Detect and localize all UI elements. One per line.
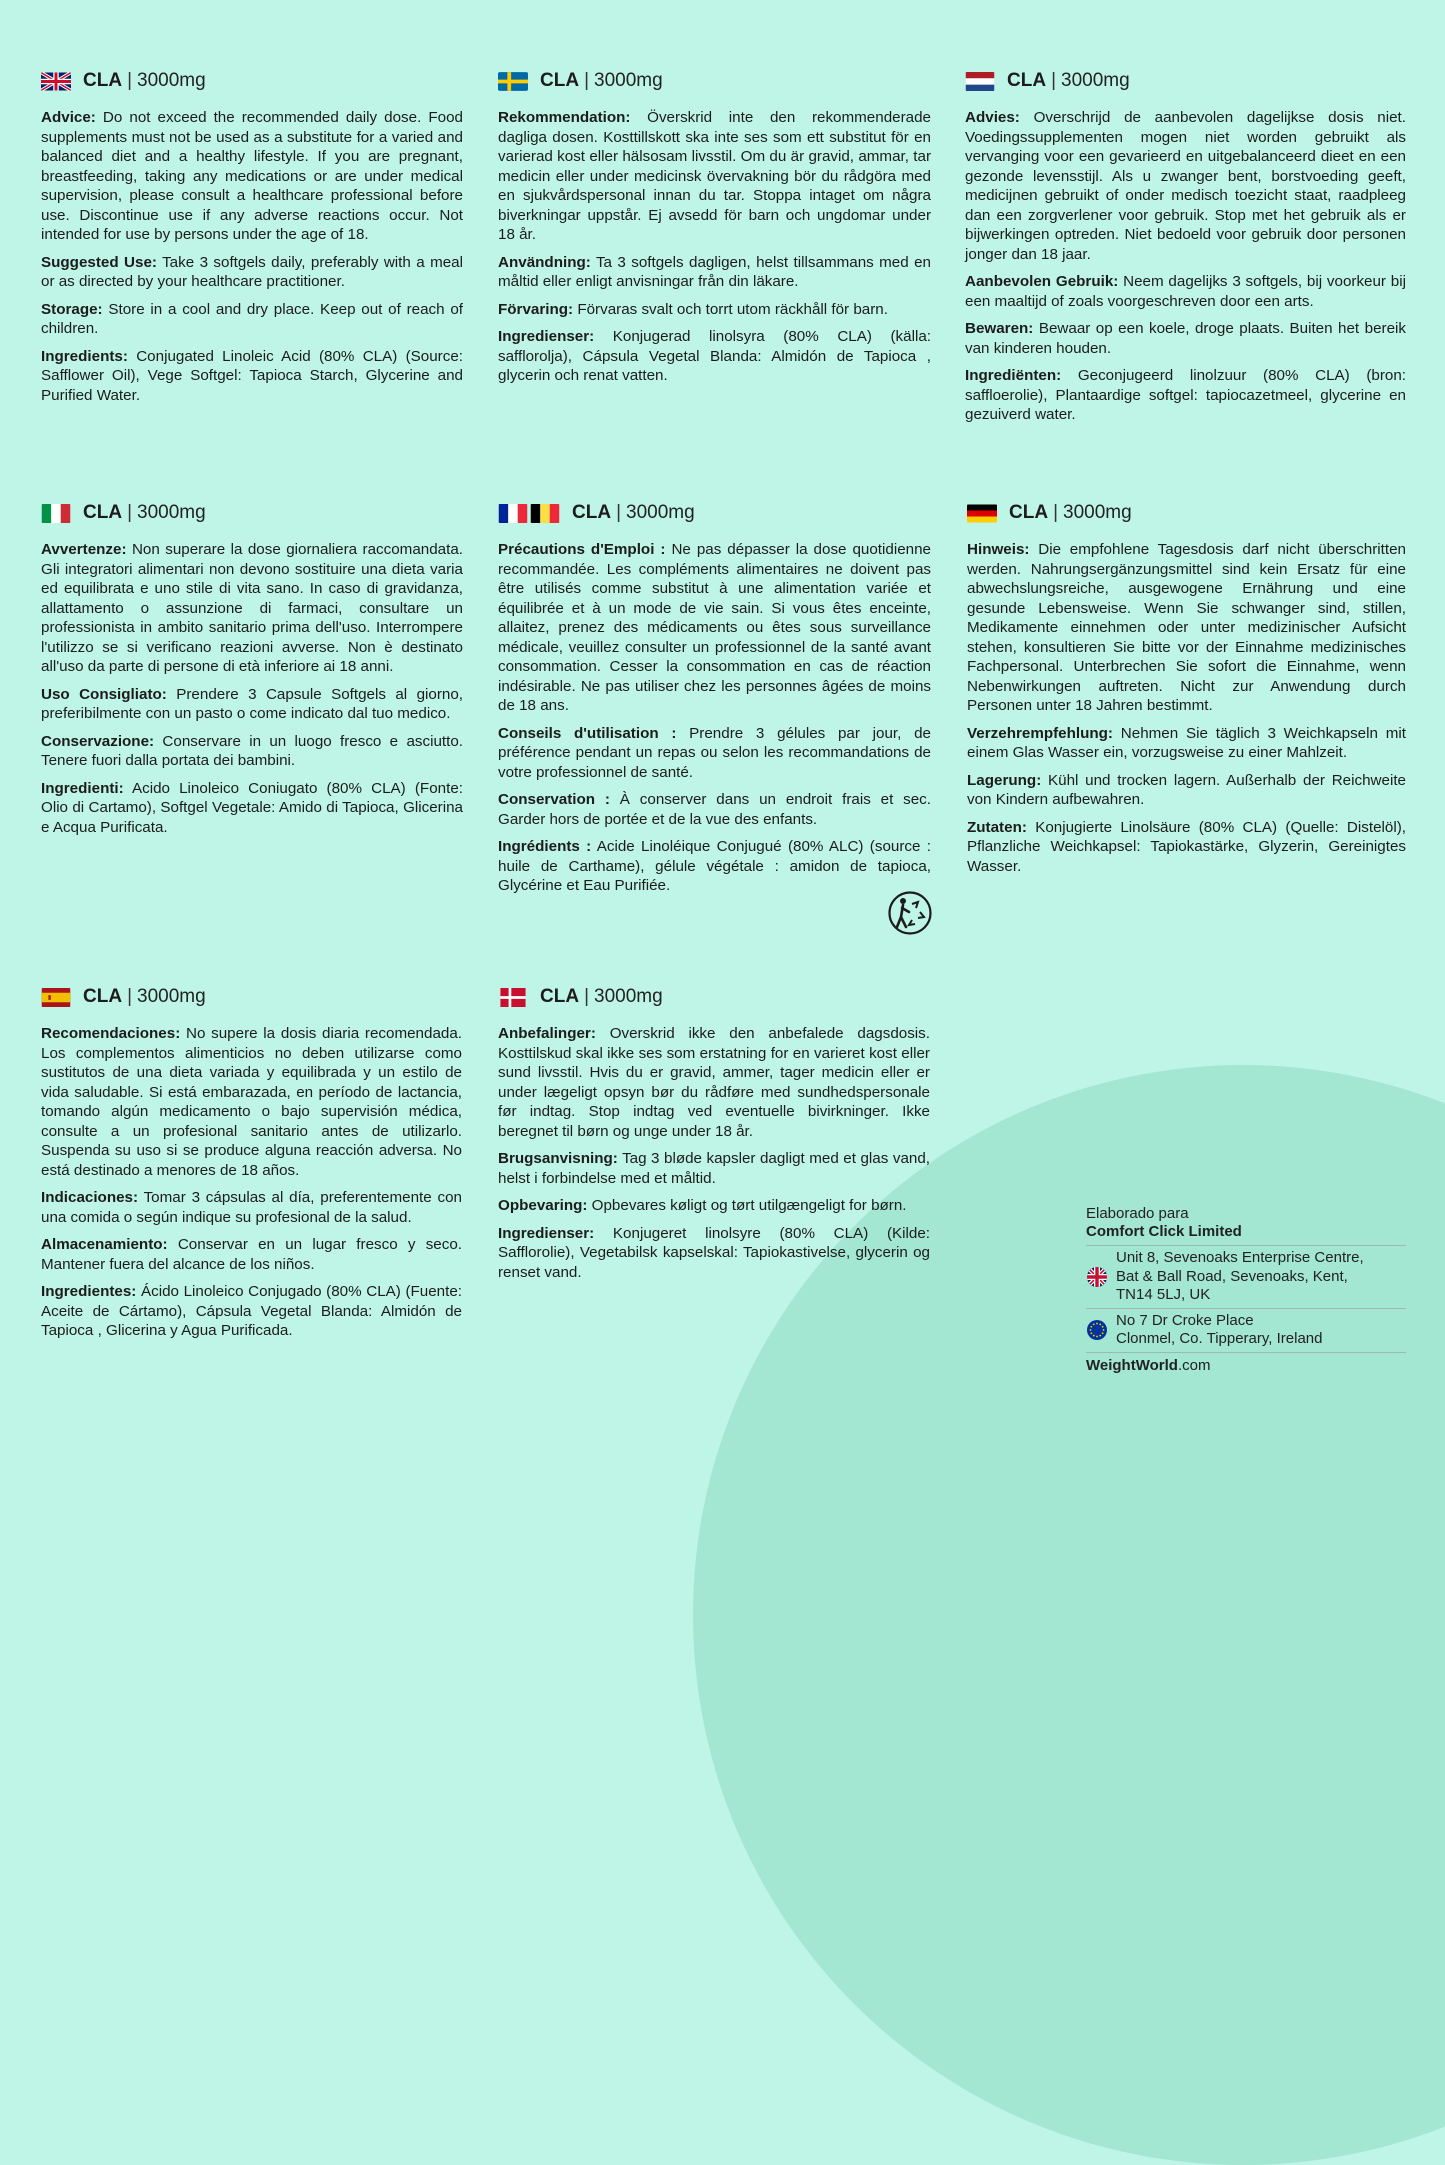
separator: | (584, 986, 589, 1007)
eu-address (1086, 1308, 1406, 1352)
advice-paragraph: Précautions d'Emploi : Ne pas dépasser la dose quotidienne recommandée. Les compléments alimentaires ne doivent pas être utilisés comme substitut à une alimentation variée et équilibrée et à un mode de vie sain. Si vous êtes enceinte, allaitez, prenez des médicaments ou êtes sous surveillance médicale, veuillez consulter un professionnel de la santé avant consommation. Cesser la consommation en cas de réaction indésirable. Ne pas utiliser chez les personnes âgées de moins de 18 ans. (498, 541, 931, 714)
usage-paragraph: Användning: Ta 3 softgels dagligen, helst tillsammans med en måltid eller enligt anvisningar från din läkare. (498, 253, 931, 290)
storage-paragraph: Opbevaring: Opbevares køligt og tørt utilgængeligt for børn. (498, 1197, 907, 1214)
section-header (965, 66, 1406, 96)
website-brand: WeightWorld (1086, 1356, 1178, 1374)
separator: | (127, 502, 132, 523)
storage-paragraph: Förvaring: Förvaras svalt och torrt utom räckhåll för barn. (498, 300, 888, 318)
product-name: CLA (540, 986, 580, 1007)
netherlands-flag-icon (965, 72, 995, 91)
ingredients-paragraph: Ingredienti: Acido Linoleico Coniugato (80% CLA) (Fonte: Olio di Cartamo), Softgel Vegetale: Amido di Tapioca, Glicerina e Acqua Purificata. (41, 779, 463, 836)
usage-paragraph: Brugsanvisning: Tag 3 bløde kapsler dagligt med et glas vand, helst i forbindelse med et måltid. (498, 1150, 930, 1187)
product-dose: 3000mg (137, 70, 206, 91)
section-fr (498, 498, 931, 904)
germany-flag-icon (967, 504, 997, 523)
usage-paragraph: Conseils d'utilisation : Prendre 3 gélules par jour, de préférence pendant un repas ou selon les recommandations de votre professionnel de santé. (498, 724, 931, 781)
section-header (498, 982, 930, 1012)
advice-paragraph: Recomendaciones: No supere la dosis diaria recomendada. Los complementos alimenticios no deben utilizarse como sustitutos de una dieta variada y equilibrada y un estilo de vida saludable. Si está embarazada, en período de lactancia, tomando algún medicamento o bajo supervisión médica, consulte a un profesional sanitario antes de utilizarlo. Suspenda su uso si se produce alguna reacción adversa. No está destinado a menores de 18 años. (41, 1025, 462, 1179)
uk-address (1086, 1245, 1406, 1308)
product-dose: 3000mg (137, 502, 206, 523)
product-dose: 3000mg (626, 502, 695, 523)
italy-flag-icon (41, 504, 71, 523)
denmark-flag-icon (498, 988, 528, 1007)
uk-flag-icon (1086, 1266, 1108, 1288)
sweden-flag-icon (498, 72, 528, 91)
advice-paragraph: Anbefalinger: Overskrid ikke den anbefalede dagsdosis. Kosttilskud skal ikke ses som erstatning for en varieret kost eller sund livsstil. Hvis du er gravid, ammer, tager medicin eller er under lægeligt opsyn bør du rådføre med sundhedspersonale før indtag. Stop indtag ved eventuelle bivirkninger. Ikke beregnet til børn og unge under 18 år. (498, 1025, 930, 1140)
product-dose: 3000mg (594, 70, 663, 91)
triman-recycling-icon (887, 890, 933, 936)
product-dose: 3000mg (137, 986, 206, 1007)
section-header (41, 66, 463, 96)
section-it (41, 498, 463, 845)
section-en (41, 66, 463, 413)
product-dose: 3000mg (1061, 70, 1130, 91)
usage-paragraph: Suggested Use: Take 3 softgels daily, preferably with a meal or as directed by your healthcare practitioner. (41, 253, 463, 290)
storage-paragraph: Storage: Store in a cool and dry place. Keep out of reach of children. (41, 300, 463, 337)
manufacturer-info (1086, 1205, 1406, 1377)
uk-address-line: Bat & Ball Road, Sevenoaks, Kent, (1116, 1267, 1348, 1285)
uk-flag-icon (41, 72, 71, 91)
belgium-flag-icon (530, 504, 560, 523)
section-header (41, 982, 462, 1012)
advice-paragraph: Advice: Do not exceed the recommended daily dose. Food supplements must not be used as a substitute for a varied and balanced diet and a healthy lifestyle. If you are pregnant, breastfeeding, taking any medications or are under medical supervision, please consult a healthcare professional before use. Discontinue use if any adverse reactions occur. Not intended for use by persons under the age of 18. (41, 109, 463, 243)
product-name: CLA (572, 502, 612, 523)
separator: | (1053, 502, 1058, 523)
section-header (967, 498, 1406, 528)
section-header (498, 498, 931, 528)
storage-paragraph: Bewaren: Bewaar op een koele, droge plaats. Buiten het bereik van kinderen houden. (965, 320, 1406, 357)
separator: | (584, 70, 589, 91)
product-name: CLA (540, 70, 580, 91)
section-header (41, 498, 463, 528)
separator: | (616, 502, 621, 523)
website-domain: .com (1177, 1356, 1211, 1374)
section-nl (965, 66, 1406, 433)
product-name: CLA (83, 502, 123, 523)
advice-paragraph: Hinweis: Die empfohlene Tagesdosis darf nicht überschritten werden. Nahrungsergänzungsmittel sind kein Ersatz für eine abwechslungsreiche, ausgewogene Ernährung und eine gesunde Lebensweise. Wenn Sie schwanger sind, stillen, Medikamente einnehmen oder unter medizinischer Aufsicht stehen, konsultieren Sie bitte vor der Einnahme medizinisches Fachpersonal. Unterbrechen Sie sofort die Einnahme, wenn Nebenwirkungen auftreten. Nicht zur Anwendung durch Personen unter 18 Jahren bestimmt. (967, 541, 1406, 714)
uk-address-line: Unit 8, Sevenoaks Enterprise Centre, (1116, 1249, 1364, 1266)
website (1086, 1352, 1406, 1377)
spain-flag-icon (41, 988, 71, 1007)
ingredients-paragraph: Ingredients: Conjugated Linoleic Acid (80% CLA) (Source: Safflower Oil), Vege Softgel: Tapioca Starch, Glycerine and Purified Water. (41, 347, 463, 404)
eu-address-line: Clonmel, Co. Tipperary, Ireland (1116, 1330, 1323, 1347)
ingredients-paragraph: Ingredienser: Konjugeret linolsyre (80% CLA) (Kilde: Safflorolie), Vegetabilsk kapselskal: Tapiokastivelse, glycerin og renset vand. (498, 1224, 930, 1281)
storage-paragraph: Conservazione: Conservare in un luogo fresco e asciutto. Tenere fuori dalla portata dei bambini. (41, 732, 463, 769)
section-es (41, 982, 462, 1349)
section-de (967, 498, 1406, 884)
section-da (498, 982, 930, 1290)
ingredients-paragraph: Ingredienser: Konjugerad linolsyra (80% CLA) (källa: safflorolja), Cápsula Vegetal Blanda: Almidón de Tapioca , glycerin och renat vatten. (498, 328, 931, 384)
usage-paragraph: Indicaciones: Tomar 3 cápsulas al día, preferentemente con una comida o según indique su profesional de la salud. (41, 1189, 462, 1226)
product-name: CLA (1007, 70, 1047, 91)
advice-paragraph: Avvertenze: Non superare la dose giornaliera raccomandata. Gli integratori alimentari non devono sostituire una dieta varia ed equilibrata e uno stile di vita sano. In caso di gravidanza, allattamento o assunzione di farmaci, consultare un professionista in ambito sanitario prima dell'uso. Interrompere l'utilizzo se si verificano reazioni avverse. Non è destinato all'uso da parte di persone di età inferiore ai 18 anni. (41, 541, 463, 675)
ingredients-paragraph: Ingrédients : Acide Linoléique Conjugué (80% ALC) (source : huile de Carthame), gélule végétale : amidon de tapioca, Glycérine et Eau Purifiée. (498, 838, 931, 894)
separator: | (127, 70, 132, 91)
product-name: CLA (1009, 502, 1049, 523)
storage-paragraph: Almacenamiento: Conservar en un lugar fresco y seco. Mantener fuera del alcance de los niños. (41, 1236, 462, 1273)
product-name: CLA (83, 70, 123, 91)
ingredients-paragraph: Zutaten: Konjugierte Linolsäure (80% CLA) (Quelle: Distelöl), Pflanzliche Weichkapsel: Tapiokastärke, Glyzerin, Gereinigtes Wasser. (967, 818, 1406, 875)
product-name: CLA (83, 986, 123, 1007)
uk-address-line: TN14 5LJ, UK (1116, 1286, 1211, 1303)
made-for-label: Elaborado para (1086, 1205, 1189, 1222)
product-dose: 3000mg (1063, 502, 1132, 523)
eu-flag-icon (1086, 1319, 1108, 1341)
section-sv (498, 66, 931, 394)
separator: | (1051, 70, 1056, 91)
advice-paragraph: Rekommendation: Överskrid inte den rekommenderade dagliga dosen. Kosttillskott ska inte ses som ett substitut för en varierad kost eller hälsosam livsstil. Om du är gravid, ammar, tar medicin eller under medicinsk övervakning bör du rådgöra med en sjukvårdspersonal innan du tar. Stoppa intaget om några biverkningar uppstår. Ej avsedd för barn och ungdomar under 18 år. (498, 109, 931, 243)
france-flag-icon (498, 504, 528, 523)
advice-paragraph: Advies: Overschrijd de aanbevolen dagelijkse dosis niet. Voedingssupplementen mogen niet worden gebruikt als vervanging voor een gevarieerd en uitgebalanceerd dieet en een gezonde levensstijl. Als u zwanger bent, borstvoeding geeft, medicijnen gebruikt of onder medisch toezicht staat, raadpleeg dan een zorgverlener voor gebruik. Stop met het gebruik als er bijwerkingen optreden. Niet bedoeld voor gebruik door personen jonger dan 18 jaar. (965, 109, 1406, 263)
usage-paragraph: Verzehrempfehlung: Nehmen Sie täglich 3 Weichkapseln mit einem Glas Wasser ein, vorzugsweise zu einer Mahlzeit. (967, 724, 1406, 761)
ingredients-paragraph: Ingredientes: Ácido Linoleico Conjugado (80% CLA) (Fuente: Aceite de Cártamo), Cápsula Vegetal Blanda: Almidón de Tapioca , Glicerina y Agua Purificada. (41, 1283, 462, 1339)
separator: | (127, 986, 132, 1007)
eu-address-line: No 7 Dr Croke Place (1116, 1311, 1254, 1329)
storage-paragraph: Conservation : À conserver dans un endroit frais et sec. Garder hors de portée et de la vue des enfants. (498, 791, 931, 828)
section-header (498, 66, 931, 96)
product-dose: 3000mg (594, 986, 663, 1007)
ingredients-paragraph: Ingrediënten: Geconjugeerd linolzuur (80% CLA) (bron: saffloerolie), Plantaardige softgel: tapiocazetmeel, glycerine en gezuiverd water. (965, 367, 1406, 423)
storage-paragraph: Lagerung: Kühl und trocken lagern. Außerhalb der Reichweite von Kindern aufbewahren. (967, 771, 1406, 808)
company-name: Comfort Click Limited (1086, 1223, 1242, 1240)
usage-paragraph: Uso Consigliato: Prendere 3 Capsule Softgels al giorno, preferibilmente con un pasto o come indicato dal tuo medico. (41, 685, 464, 722)
usage-paragraph: Aanbevolen Gebruik: Neem dagelijks 3 softgels, bij voorkeur bij een maaltijd of zoals voorgeschreven door een arts. (965, 273, 1406, 310)
